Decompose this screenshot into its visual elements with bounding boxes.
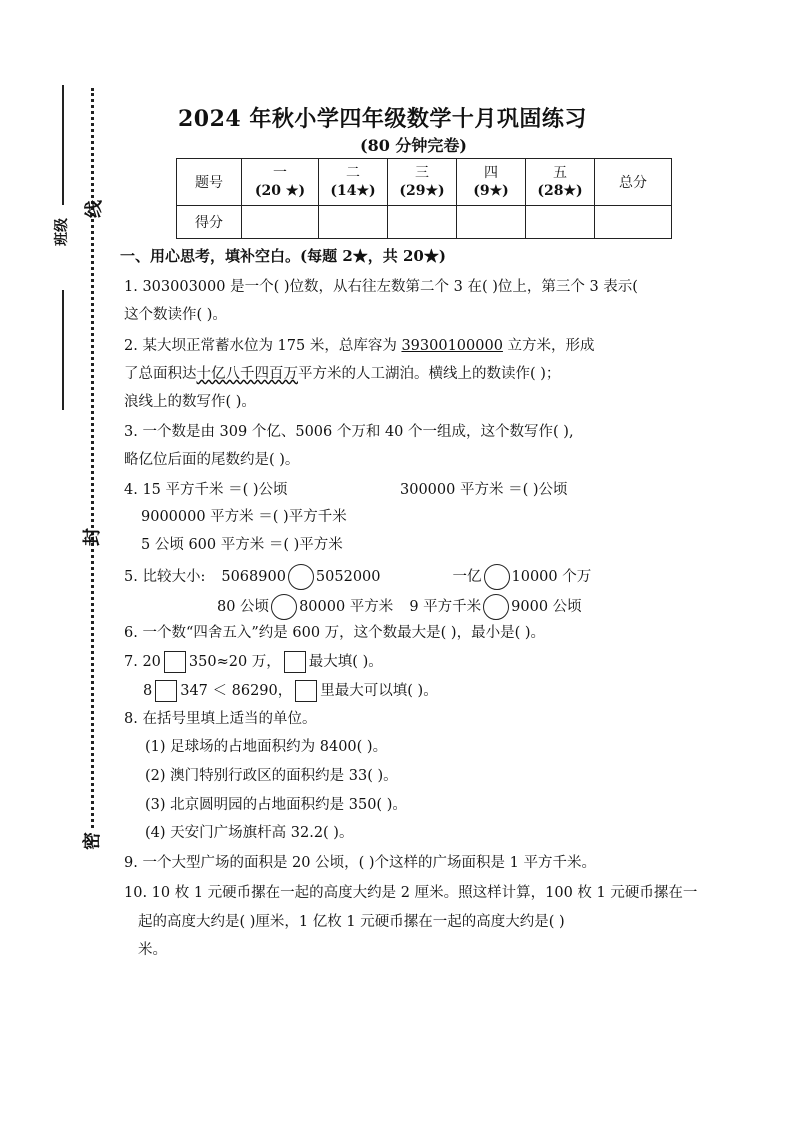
- col-1-points: (20 ★): [254, 183, 306, 199]
- score-cell-5[interactable]: [526, 206, 595, 239]
- q7-line2: [143, 680, 438, 702]
- q10-line3: 米。: [138, 942, 167, 958]
- q7-digit-box-4[interactable]: [295, 680, 317, 702]
- q5-d-left: 9 平方千米: [409, 599, 482, 615]
- col-3-num: 三: [415, 165, 429, 181]
- q1-line1: 1. 303003000 是一个( )位数，从右往左数第二个 3 在( )位上，第三个 3 表示(: [124, 279, 638, 295]
- page-subtitle: (80 分钟完卷): [360, 136, 467, 155]
- margin-char-mi: 密: [82, 832, 103, 850]
- margin-char-class: 班级: [54, 218, 70, 246]
- q9-text: 9. 一个大型广场的面积是 20 公顷，( )个这样的广场面积是 1 平方千米。: [124, 855, 596, 871]
- q7-digit-box-1[interactable]: [164, 651, 186, 673]
- q5-d-right: 9000 公顷: [511, 599, 582, 615]
- label-score: 得分: [177, 206, 242, 239]
- col-4-points: (9★): [473, 183, 509, 199]
- q5-compare-circle-4[interactable]: [483, 594, 509, 620]
- q3-line2: 略亿位后面的尾数约是( )。: [124, 452, 300, 468]
- q7-a2: 350≈20 万，: [188, 654, 281, 670]
- margin-char-feng: 封: [82, 528, 103, 546]
- q2-line2: [124, 364, 560, 384]
- col-2-num: 二: [346, 165, 360, 181]
- q5-a-left: 5068900: [221, 569, 286, 585]
- q8-item-4: (4) 天安门广场旗杆高 32.2( )。: [145, 825, 354, 841]
- score-cell-total[interactable]: [595, 206, 672, 239]
- score-cell-2[interactable]: [319, 206, 388, 239]
- q2-text-a: 2. 某大坝正常蓄水位为 175 米，总库容为: [124, 338, 402, 354]
- section-1-title: 一、用心思考，填补空白。(每题 2★，共 20★): [120, 247, 446, 265]
- q5-line1: [124, 564, 591, 590]
- margin-mid-rule: [62, 290, 64, 410]
- col-2-points: (14★): [330, 183, 376, 199]
- q5-c-left: 80 公顷: [217, 599, 270, 615]
- q8-item-3: (3) 北京圆明园的占地面积约是 350( )。: [145, 797, 407, 813]
- label-question-number: 题号: [177, 159, 242, 206]
- q7-a1: 7. 20: [124, 654, 161, 670]
- q6-text: 6. 一个数“四舍五入”约是 600 万，这个数最大是( )，最小是( )。: [124, 625, 546, 641]
- col-3-points: (29★): [399, 183, 445, 199]
- q2-underlined-number: 39300100000: [401, 338, 503, 354]
- col-5-header: [526, 159, 595, 206]
- score-table-score-row: [177, 206, 672, 239]
- label-total-score: 总分: [595, 159, 672, 206]
- q8-item-1: (1) 足球场的占地面积约为 8400( )。: [145, 739, 388, 755]
- q7-digit-box-2[interactable]: [284, 651, 306, 673]
- q2-text-d: 平方米的人工湖泊。横线上的数读作( )；: [298, 366, 561, 382]
- q4-line1b: 300000 平方米 ＝( )公顷: [400, 482, 568, 498]
- col-5-num: 五: [553, 165, 567, 181]
- q7-b3: 里最大可以填( )。: [320, 683, 438, 699]
- q5-compare-circle-2[interactable]: [484, 564, 510, 590]
- q5-c-right: 80000 平方米: [299, 599, 394, 615]
- q5-compare-circle-1[interactable]: [288, 564, 314, 590]
- q8-item-2: (2) 澳门特别行政区的面积约是 33( )。: [145, 768, 398, 784]
- score-table-header-row: [177, 159, 672, 206]
- margin-top-rule: [62, 85, 64, 205]
- q5-line2: [217, 594, 582, 620]
- score-cell-4[interactable]: [457, 206, 526, 239]
- q2-line1: [124, 336, 595, 356]
- q7-a3: 最大填( )。: [308, 654, 383, 670]
- page-title: 2024 年秋小学四年级数学十月巩固练习: [178, 106, 587, 132]
- q4-line3: 5 公顷 600 平方米 ＝( )平方米: [141, 537, 343, 553]
- q5-a-right: 5052000: [315, 569, 381, 585]
- q5-label: 5. 比较大小:: [124, 569, 206, 585]
- col-4-num: 四: [484, 165, 498, 181]
- q7-b2: 347 ＜ 86290，: [180, 683, 293, 699]
- q1-line2: 这个数读作( )。: [124, 307, 227, 323]
- col-4-header: [457, 159, 526, 206]
- q5-b-right: 10000 个万: [511, 569, 592, 585]
- q10-line1: 10. 10 枚 1 元硬币摞在一起的高度大约是 2 厘米。照这样计算，100 枚 1 元硬币摞在一: [124, 885, 698, 901]
- q10-line2: 起的高度大约是( )厘米，1 亿枚 1 元硬币摞在一起的高度大约是( ): [138, 914, 565, 930]
- col-5-points: (28★): [537, 183, 583, 199]
- q4-line1a: 4. 15 平方千米 ＝( )公顷: [124, 482, 288, 498]
- score-cell-1[interactable]: [242, 206, 319, 239]
- q2-line3: 浪线上的数写作( )。: [124, 394, 256, 410]
- col-1-num: 一: [273, 165, 287, 181]
- q4-line2: 9000000 平方米 ＝( )平方千米: [141, 509, 347, 525]
- score-table: [176, 158, 672, 239]
- q8-title: 8. 在括号里填上适当的单位。: [124, 711, 317, 727]
- q2-text-c: 了总面积达: [124, 366, 197, 382]
- margin-char-xian: 线: [84, 200, 105, 218]
- score-cell-3[interactable]: [388, 206, 457, 239]
- q7-line1: [124, 651, 383, 673]
- binding-dotted-line: [91, 88, 94, 828]
- col-1-header: [242, 159, 319, 206]
- col-2-header: [319, 159, 388, 206]
- col-3-header: [388, 159, 457, 206]
- q3-line1: 3. 一个数是由 309 个亿、5006 个万和 40 个一组成，这个数写作( ),: [124, 424, 574, 440]
- q2-wavy-number: 十亿八千四百万: [196, 366, 298, 382]
- q7-b1: 8: [143, 683, 153, 699]
- q5-compare-circle-3[interactable]: [271, 594, 297, 620]
- q2-text-b: 立方米，形成: [502, 338, 595, 354]
- q7-digit-box-3[interactable]: [155, 680, 177, 702]
- q5-b-left: 一亿: [452, 569, 482, 585]
